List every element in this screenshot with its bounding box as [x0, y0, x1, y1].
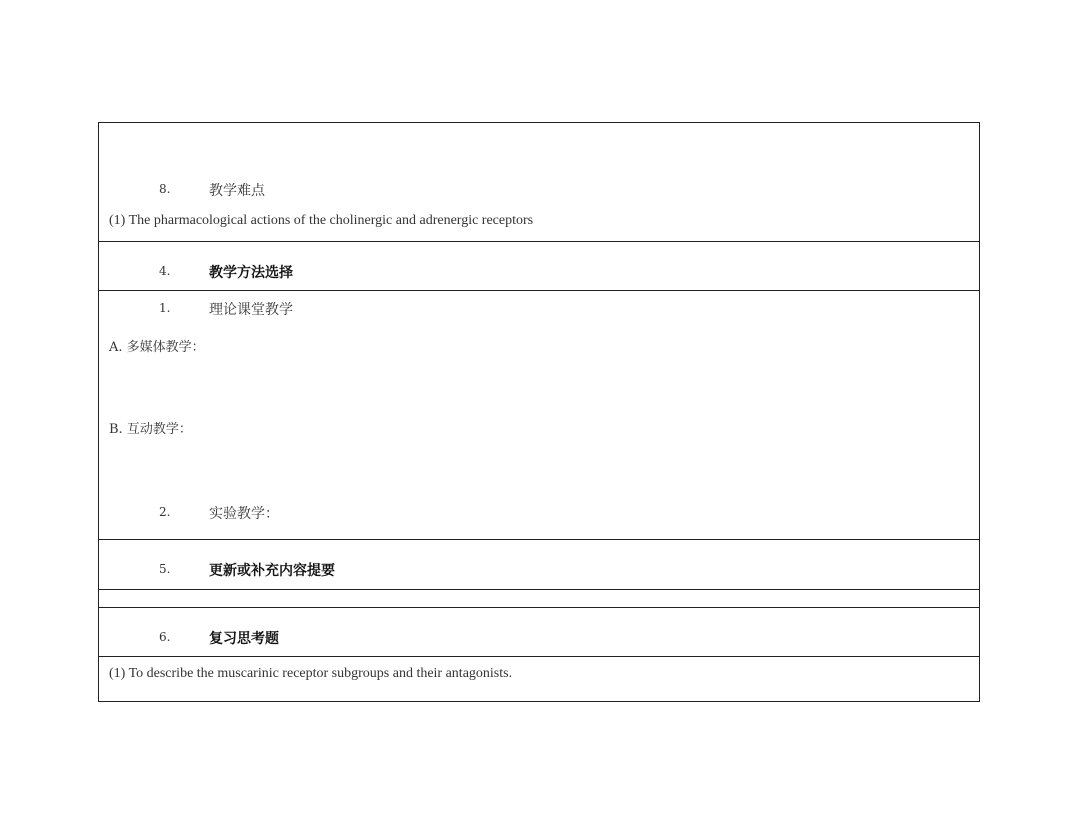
section-teaching-methods	[99, 242, 979, 291]
section-review-body	[99, 657, 979, 701]
lab-teaching-title: 实验教学：	[209, 506, 279, 522]
multimedia-teaching-label: A. 多媒体教学：	[109, 340, 205, 355]
interactive-teaching-label: B. 互动教学：	[109, 422, 192, 437]
syllabus-table	[98, 122, 980, 702]
subsection-number: 1.	[159, 301, 171, 315]
section-title: 教学方法选择	[209, 265, 293, 281]
section-title: 复习思考题	[209, 631, 279, 647]
section-number: 6.	[159, 630, 171, 644]
section-update-body	[99, 590, 979, 608]
section-title: 教学难点	[209, 183, 265, 199]
review-item-1: (1) To describe the muscarinic receptor subgroups and their antagonists.	[109, 666, 513, 681]
difficulty-item-1: (1) The pharmacological actions of the cholinergic and adrenergic receptors	[109, 213, 534, 228]
section-review-questions	[99, 608, 979, 657]
subsection-number: 2.	[159, 505, 171, 519]
section-teaching-difficulty	[99, 123, 979, 242]
section-title: 更新或补充内容提要	[209, 563, 335, 579]
section-number: 8.	[159, 182, 171, 196]
section-update-content	[99, 540, 979, 590]
section-number: 5.	[159, 562, 171, 576]
section-number: 4.	[159, 264, 171, 278]
subsection-title: 理论课堂教学	[209, 302, 293, 318]
section-theory-teaching	[99, 291, 979, 540]
